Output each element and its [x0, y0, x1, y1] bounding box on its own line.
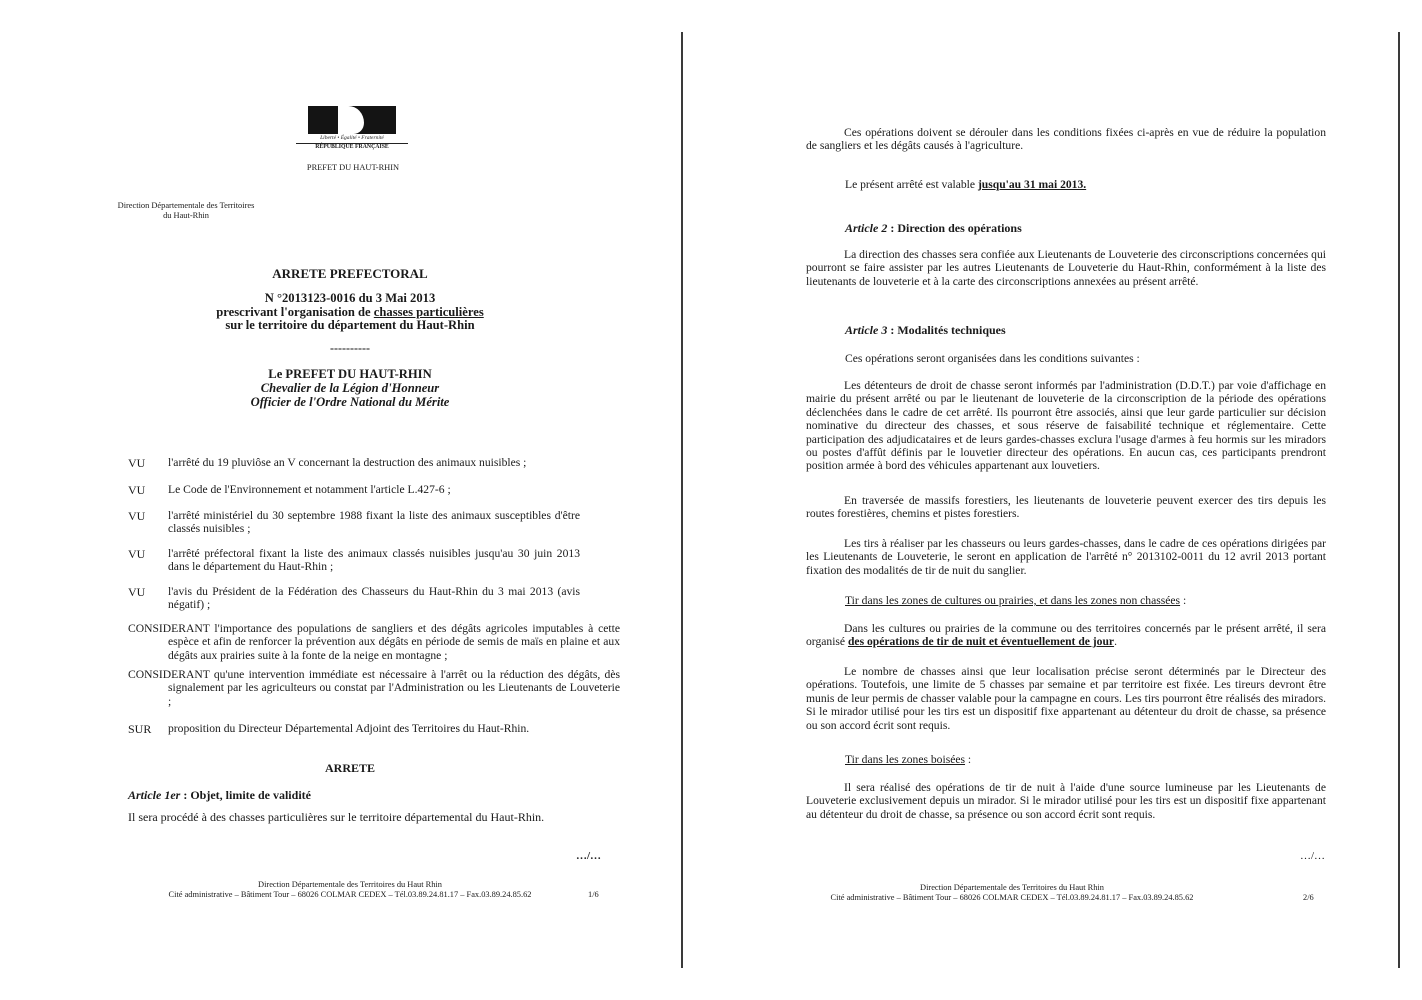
footer-line: Direction Départementale des Territoires du Haut Rhin — [920, 883, 1104, 892]
article-label: Article 2 — [845, 221, 888, 235]
article-2-heading — [845, 222, 1022, 235]
issuing-direction — [96, 201, 276, 221]
emphasis: des opérations de tir de nuit et éventuellement de jour — [847, 635, 1115, 649]
decree-subtitle-line2: sur le territoire du département du Haut-Rhin — [225, 318, 475, 333]
paragraph: Ces opérations doivent se dérouler dans les conditions fixées ci-après en vue de réduire la population de sangliers et les dégâts causés à l'agriculture. — [806, 126, 1326, 153]
validity-statement: Le présent arrêté est valable jusqu'au 31 mai 2013. — [845, 178, 1087, 191]
vu-label: VU — [128, 547, 146, 561]
considerant-item: CONSIDERANT qu'une intervention immédiate est nécessaire à l'arrêt ou la réduction des dégâts, dès signalement par les agriculteurs ou constat par l'Administration ou les Lieutenants de Louveterie ; — [128, 668, 620, 708]
footer — [150, 880, 550, 900]
vu-label: VU — [128, 456, 146, 470]
article-title: : Direction des opérations — [887, 221, 1022, 235]
article-3-heading — [845, 324, 1006, 337]
vu-item — [128, 483, 580, 496]
vu-text: l'arrêté préfectoral fixant la liste des animaux classés nuisibles jusqu'au 30 juin 2013 dans le département du Haut-Rhin ; — [168, 547, 580, 574]
paragraph: Le nombre de chasses ainsi que leur localisation précise seront déterminés par le Directeur des opérations. Toutefois, une limite de 5 chasses par semaine et par territoire est fixée. Les tireurs devront être munis de leur permis de chasser valable pour la campagne en cours. Les tirs pourront être réalisés des miradors. Si le mirador utilisé pour les tirs est un dispositif fixe appartenant au détenteur du droit de chasse, sa présence ou son accord écrit sont requis. — [806, 665, 1326, 732]
article-title: : Modalités techniques — [887, 323, 1006, 337]
footer-line: Cité administrative – Bâtiment Tour – 68026 COLMAR CEDEX – Tél.03.89.24.81.17 – Fax.03.89.24.85.62 — [830, 893, 1194, 902]
article-title: : Objet, limite de validité — [180, 788, 311, 802]
logo-republic: RÉPUBLIQUE FRANÇAISE — [296, 143, 408, 151]
underlined-term: chasses particulières — [373, 304, 484, 319]
continued-mark: …/… — [1300, 850, 1326, 862]
arrete-heading: ARRETE — [324, 761, 375, 775]
article-label: Article 1er — [128, 788, 181, 802]
footer — [812, 883, 1212, 903]
vu-label: VU — [128, 585, 146, 599]
prefet-name: Le PREFET DU HAUT-RHIN — [268, 367, 432, 381]
vu-text: l'arrêté ministériel du 30 septembre 1988 fixant la liste des animaux susceptibles d'être classés nuisibles ; — [168, 509, 580, 536]
vu-label: VU — [128, 509, 146, 523]
sur-label: SUR — [128, 722, 152, 736]
marianne-logo — [308, 106, 396, 134]
article-1-text: Il sera procédé à des chasses particulières sur le territoire départemental du Haut-Rhin. — [128, 810, 545, 824]
vu-text: l'arrêté du 19 pluviôse an V concernant la destruction des animaux nuisibles ; — [168, 456, 527, 469]
logo-prefet: PREFET DU HAUT-RHIN — [306, 163, 400, 172]
paragraph: En traversée de massifs forestiers, les lieutenants de louveterie peuvent exercer des tirs depuis les routes forestières, chemins et pistes forestiers. — [806, 494, 1326, 521]
decree-subtitle: prescrivant l'organisation de chasses particulières — [216, 304, 484, 319]
direction-line: du Haut-Rhin — [163, 211, 209, 220]
paragraph: Les détenteurs de droit de chasse seront informés par l'administration (D.D.T.) par voie d'affichage en mairie du présent arrêté ou par le lieutenant de louveterie de la circonscription de la période des opérations déclenchées dans le cadre de cet arrêté. Ils pourront être associés, ainsi que leur garde particulier sur décision nominative du directeur des chasses, et sous réserve de faisabilité technique et réglementaire. Cette participation des adjudicataires et de leurs gardes-chasses exclura l'usage d'armes à feu hormis sur les miradors ou postes d'affût définis par le louvetier directeur des opérations. En aucun cas, ces participants prendront position armée à bord des véhicules appartenant aux louvetiers. — [806, 379, 1326, 473]
vu-item — [128, 456, 580, 469]
decree-number: N °2013123-0016 du 3 Mai 2013 — [264, 291, 436, 305]
paragraph: Ces opérations seront organisées dans les conditions suivantes : — [845, 352, 1140, 365]
vu-text: l'avis du Président de la Fédération des Chasseurs du Haut-Rhin du 3 mai 2013 (avis négatif) ; — [168, 585, 580, 612]
sur-item — [128, 722, 580, 735]
section-heading: Tir dans les zones de cultures ou prairies, et dans les zones non chassées : — [845, 594, 1187, 607]
article-label: Article 3 — [845, 323, 888, 337]
paragraph: Il sera réalisé des opérations de tir de nuit à l'aide d'une source lumineuse par les Lieutenants de Louveterie exclusivement depuis un mirador. Si le mirador utilisé pour les tirs est un dispositif fixe appartenant au détenteur du droit de chasse, sa présence ou son accord écrit sont requis. — [806, 781, 1326, 821]
page-number: 2/6 — [1303, 893, 1314, 902]
paragraph: Les tirs à réaliser par les chasseurs ou leurs gardes-chasses, dans le cadre de ces opérations dirigées par les Lieutenants de Louveterie, le seront en application de l'arrêté n° 2013102-0011 du 12 avril 2013 portant fixation des modalités de tir de nuit du sanglier. — [806, 537, 1326, 577]
decree-header — [170, 292, 530, 333]
paragraph: La direction des chasses sera confiée aux Lieutenants de Louveterie des circonscriptions concernées qui pourront se faire assister par les autres Lieutenants de Louveterie du Haut-Rhin, conformément à la liste des lieutenants de louveterie et à la carte des circonscriptions annexées au présent arrêté. — [806, 248, 1326, 288]
prefet-honor: Chevalier de la Légion d'Honneur — [260, 381, 440, 395]
footer-line: Cité administrative – Bâtiment Tour – 68026 COLMAR CEDEX – Tél.03.89.24.81.17 – Fax.03.89.24.85.62 — [168, 890, 532, 899]
prefet-block — [200, 367, 500, 409]
vu-item — [128, 547, 580, 574]
section-heading: Tir dans les zones boisées : — [845, 753, 972, 766]
validity-date: jusqu'au 31 mai 2013. — [977, 178, 1087, 191]
vu-label: VU — [128, 483, 146, 497]
logo-motto: Liberté • Égalité • Fraternité — [320, 135, 384, 141]
page-right-edge — [1398, 32, 1400, 968]
vu-item — [128, 509, 580, 536]
paragraph: Dans les cultures ou prairies de la commune ou des territoires concernés par le présent arrêté, il sera organisé des opérations de tir de nuit et éventuellement de jour. — [806, 622, 1326, 649]
vu-item — [128, 585, 580, 612]
article-1-heading — [128, 788, 311, 803]
document-title: ARRETE PREFECTORAL — [272, 266, 428, 281]
considerant-item: CONSIDERANT l'importance des populations de sangliers et des dégâts agricoles imputables à cette espèce et afin de renforcer la prévention aux dégâts en période de semis de maïs en plaine et aux dégâts aux prairies suite à la fonte de la neige en montagne ; — [128, 622, 620, 662]
prefet-honor: Officier de l'Ordre National du Mérite — [250, 395, 450, 409]
page-divider — [681, 32, 683, 968]
sur-text: proposition du Directeur Départemental Adjoint des Territoires du Haut-Rhin. — [168, 722, 530, 735]
direction-line: Direction Départementale des Territoires — [117, 201, 255, 210]
vu-text: Le Code de l'Environnement et notamment l'article L.427-6 ; — [168, 483, 451, 496]
separator: ---------- — [330, 341, 370, 355]
page-number: 1/6 — [588, 890, 599, 899]
footer-line: Direction Départementale des Territoires du Haut Rhin — [258, 880, 442, 889]
continued-mark: …/… — [576, 850, 602, 862]
